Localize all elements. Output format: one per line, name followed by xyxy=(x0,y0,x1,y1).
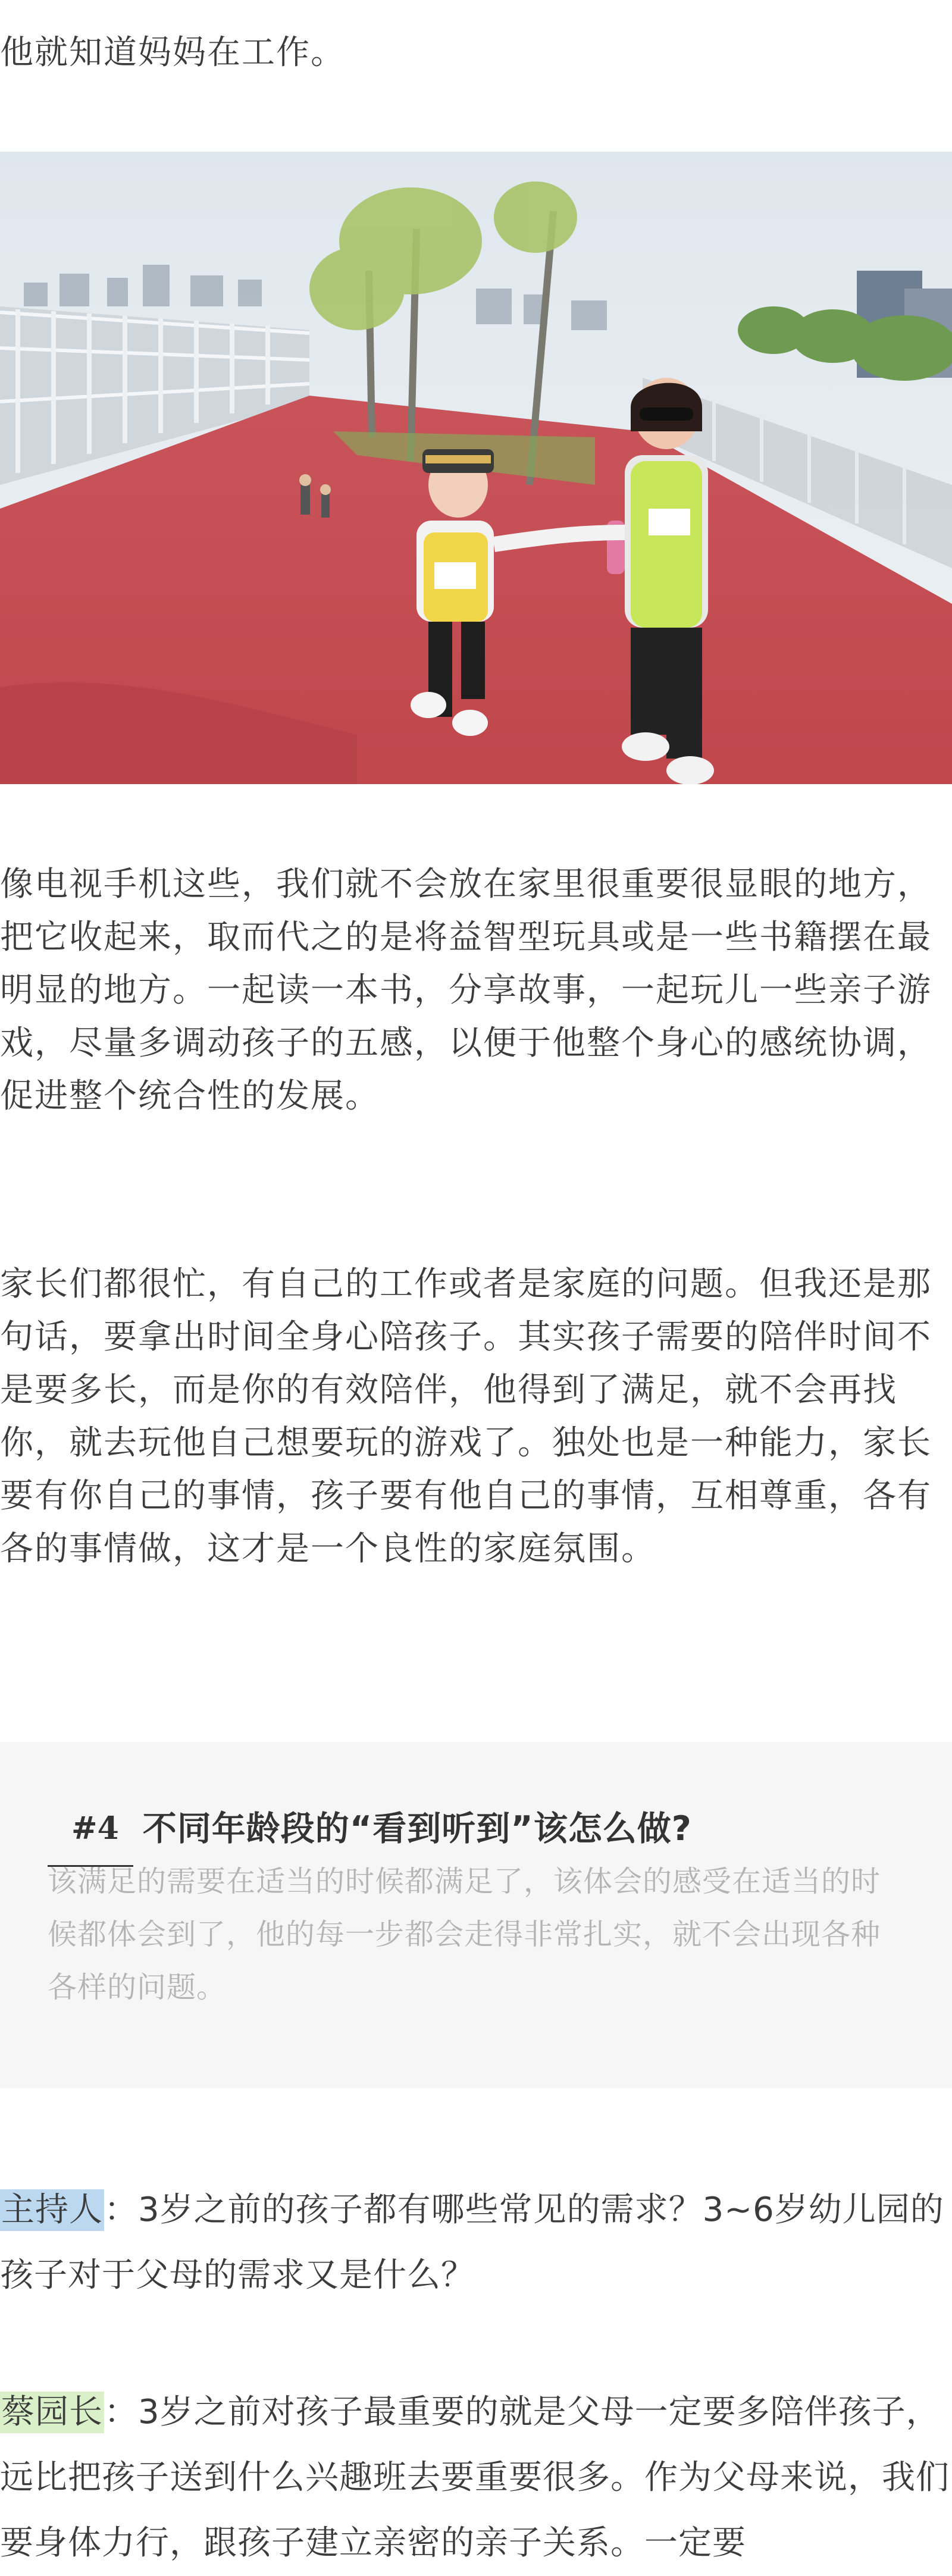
principal-label: 蔡园长 xyxy=(0,2392,104,2433)
family-running-photo xyxy=(0,152,952,784)
section-number xyxy=(48,1800,143,1855)
host-question xyxy=(0,2177,952,2308)
section-quote-box xyxy=(0,1742,952,2088)
section-quote-text: 该满足的需要在适当的时候都满足了，该体会的感受在适当的时候都体会到了，他的每一步都会走得非常扎实，就不会出现各种各样的问题。 xyxy=(48,1864,881,2004)
photo-illustration xyxy=(0,152,952,784)
principal-answer xyxy=(0,2380,952,2576)
top-partial-paragraph: 他就知道妈妈在工作。 xyxy=(0,33,345,72)
section-number-text: #4 xyxy=(71,1810,119,1847)
section-title: 不同年龄段的“看到听到”该怎么做? xyxy=(142,1809,692,1848)
host-label: 主持人 xyxy=(0,2189,104,2231)
paragraph-media-habits: 像电视手机这些，我们就不会放在家里很重要很显眼的地方，把它收起来，取而代之的是将益智型玩具或是一些书籍摆在最明显的地方。一起读一本书，分享故事，一起玩儿一些亲子游戏，尽量多调动孩子的五感，以便于他整个身心的感统协调，促进整个统合性的发展。 xyxy=(0,865,932,1115)
principal-answer-text: ：3岁之前对孩子最重要的就是父母一定要多陪伴孩子，远比把孩子送到什么兴趣班去要重要很多。作为父母来说，我们要身体力行，跟孩子建立亲密的亲子关系。一定要 xyxy=(0,2393,950,2562)
paragraph-quality-companionship: 家长们都很忙，有自己的工作或者是家庭的问题。但我还是那句话，要拿出时间全身心陪孩子。其实孩子需要的陪伴时间不是要多长，而是你的有效陪伴，他得到了满足，就不会再找你，就去玩他自己想要玩的游戏了。独处也是一种能力，家长要有你自己的事情，孩子要有他自己的事情，互相尊重，各有各的事情做，这才是一个良性的家庭氛围。 xyxy=(0,1265,932,1568)
host-question-text: ：3岁之前的孩子都有哪些常见的需求？3~6岁幼儿园的孩子对于父母的需求又是什么？ xyxy=(0,2190,944,2295)
